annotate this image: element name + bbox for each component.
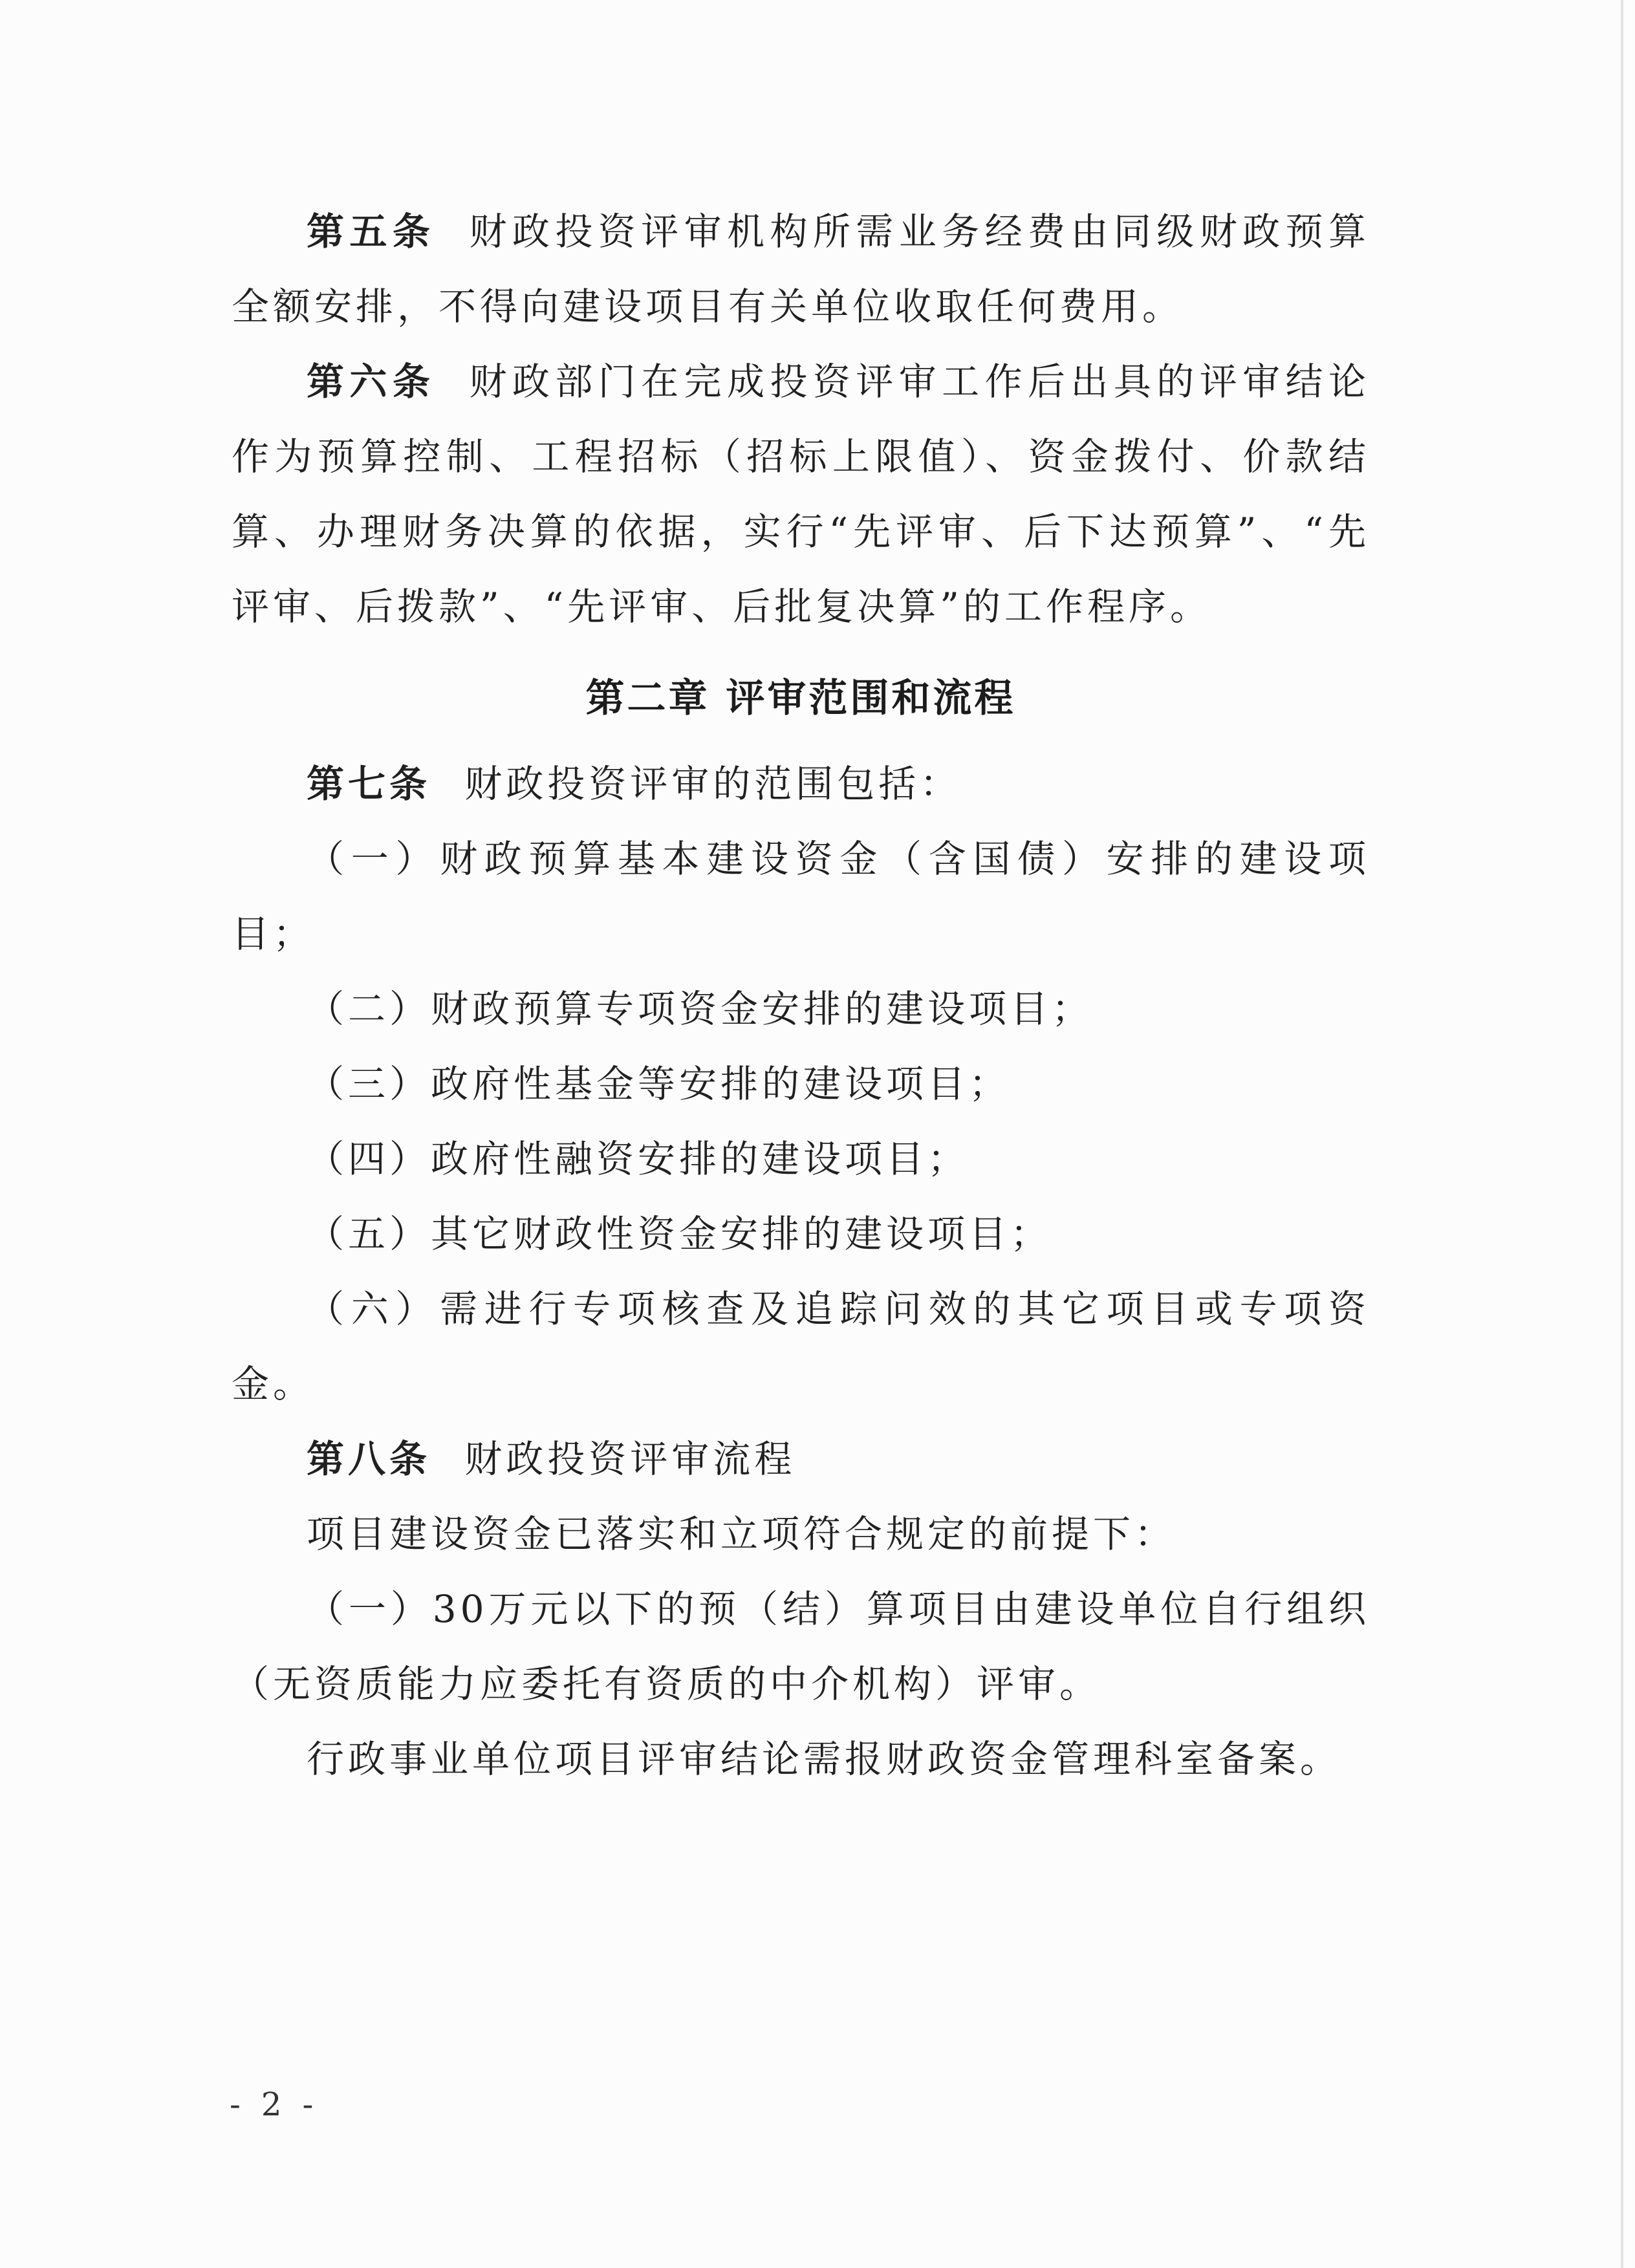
article-7-item: （一）财政预算基本建设资金（含国债）安排的建设项目；	[232, 837, 1370, 956]
page-edge	[1621, 0, 1623, 2268]
article-6-text: 财政部门在完成投资评审工作后出具的评审结论作为预算控制、工程招标（招标上限值）、资金拨付、价款结算、办理财务决算的依据，实行“先评审、后下达预算”、“先评审、后拨款”、“先评审、后批复决算”的工作程序。	[232, 360, 1370, 629]
article-7-label: 第七条	[307, 762, 431, 806]
article-8-label: 第八条	[307, 1437, 431, 1481]
article-7	[232, 746, 1370, 821]
article-7-item: （五）其它财政性资金安排的建设项目；	[307, 1212, 1052, 1256]
article-5-text: 财政投资评审机构所需业务经费由同级财政预算全额安排，不得向建设项目有关单位收取任何费用。	[232, 210, 1370, 329]
article-7-item: （六）需进行专项核查及追踪问效的其它项目或专项资金。	[232, 1287, 1370, 1406]
page-number: - 2 -	[230, 2086, 319, 2123]
article-8	[232, 1421, 1370, 1496]
article-5	[232, 194, 1370, 344]
article-7-item: （二）财政预算专项资金安排的建设项目；	[307, 987, 1094, 1031]
article-8-text: 财政投资评审流程	[464, 1437, 796, 1481]
article-6-label: 第六条	[307, 360, 436, 404]
article-5-label: 第五条	[307, 210, 436, 254]
article-6	[232, 344, 1370, 644]
article-7-item: （四）政府性融资安排的建设项目；	[307, 1137, 969, 1181]
chapter-title: 第二章 评审范围和流程	[585, 676, 1016, 721]
article-8-intro: 项目建设资金已落实和立项符合规定的前提下：	[307, 1512, 1176, 1556]
article-8-item: （一）30万元以下的预（结）算项目由建设单位自行组织（无资质能力应委托有资质的中介机构）评审。	[232, 1587, 1370, 1706]
article-7-text: 财政投资评审的范围包括：	[464, 762, 962, 806]
article-7-item: （三）政府性基金等安排的建设项目；	[307, 1062, 1011, 1106]
document-body	[232, 194, 1370, 1797]
article-8-note: 行政事业单位项目评审结论需报财政资金管理科室备案。	[307, 1737, 1342, 1781]
